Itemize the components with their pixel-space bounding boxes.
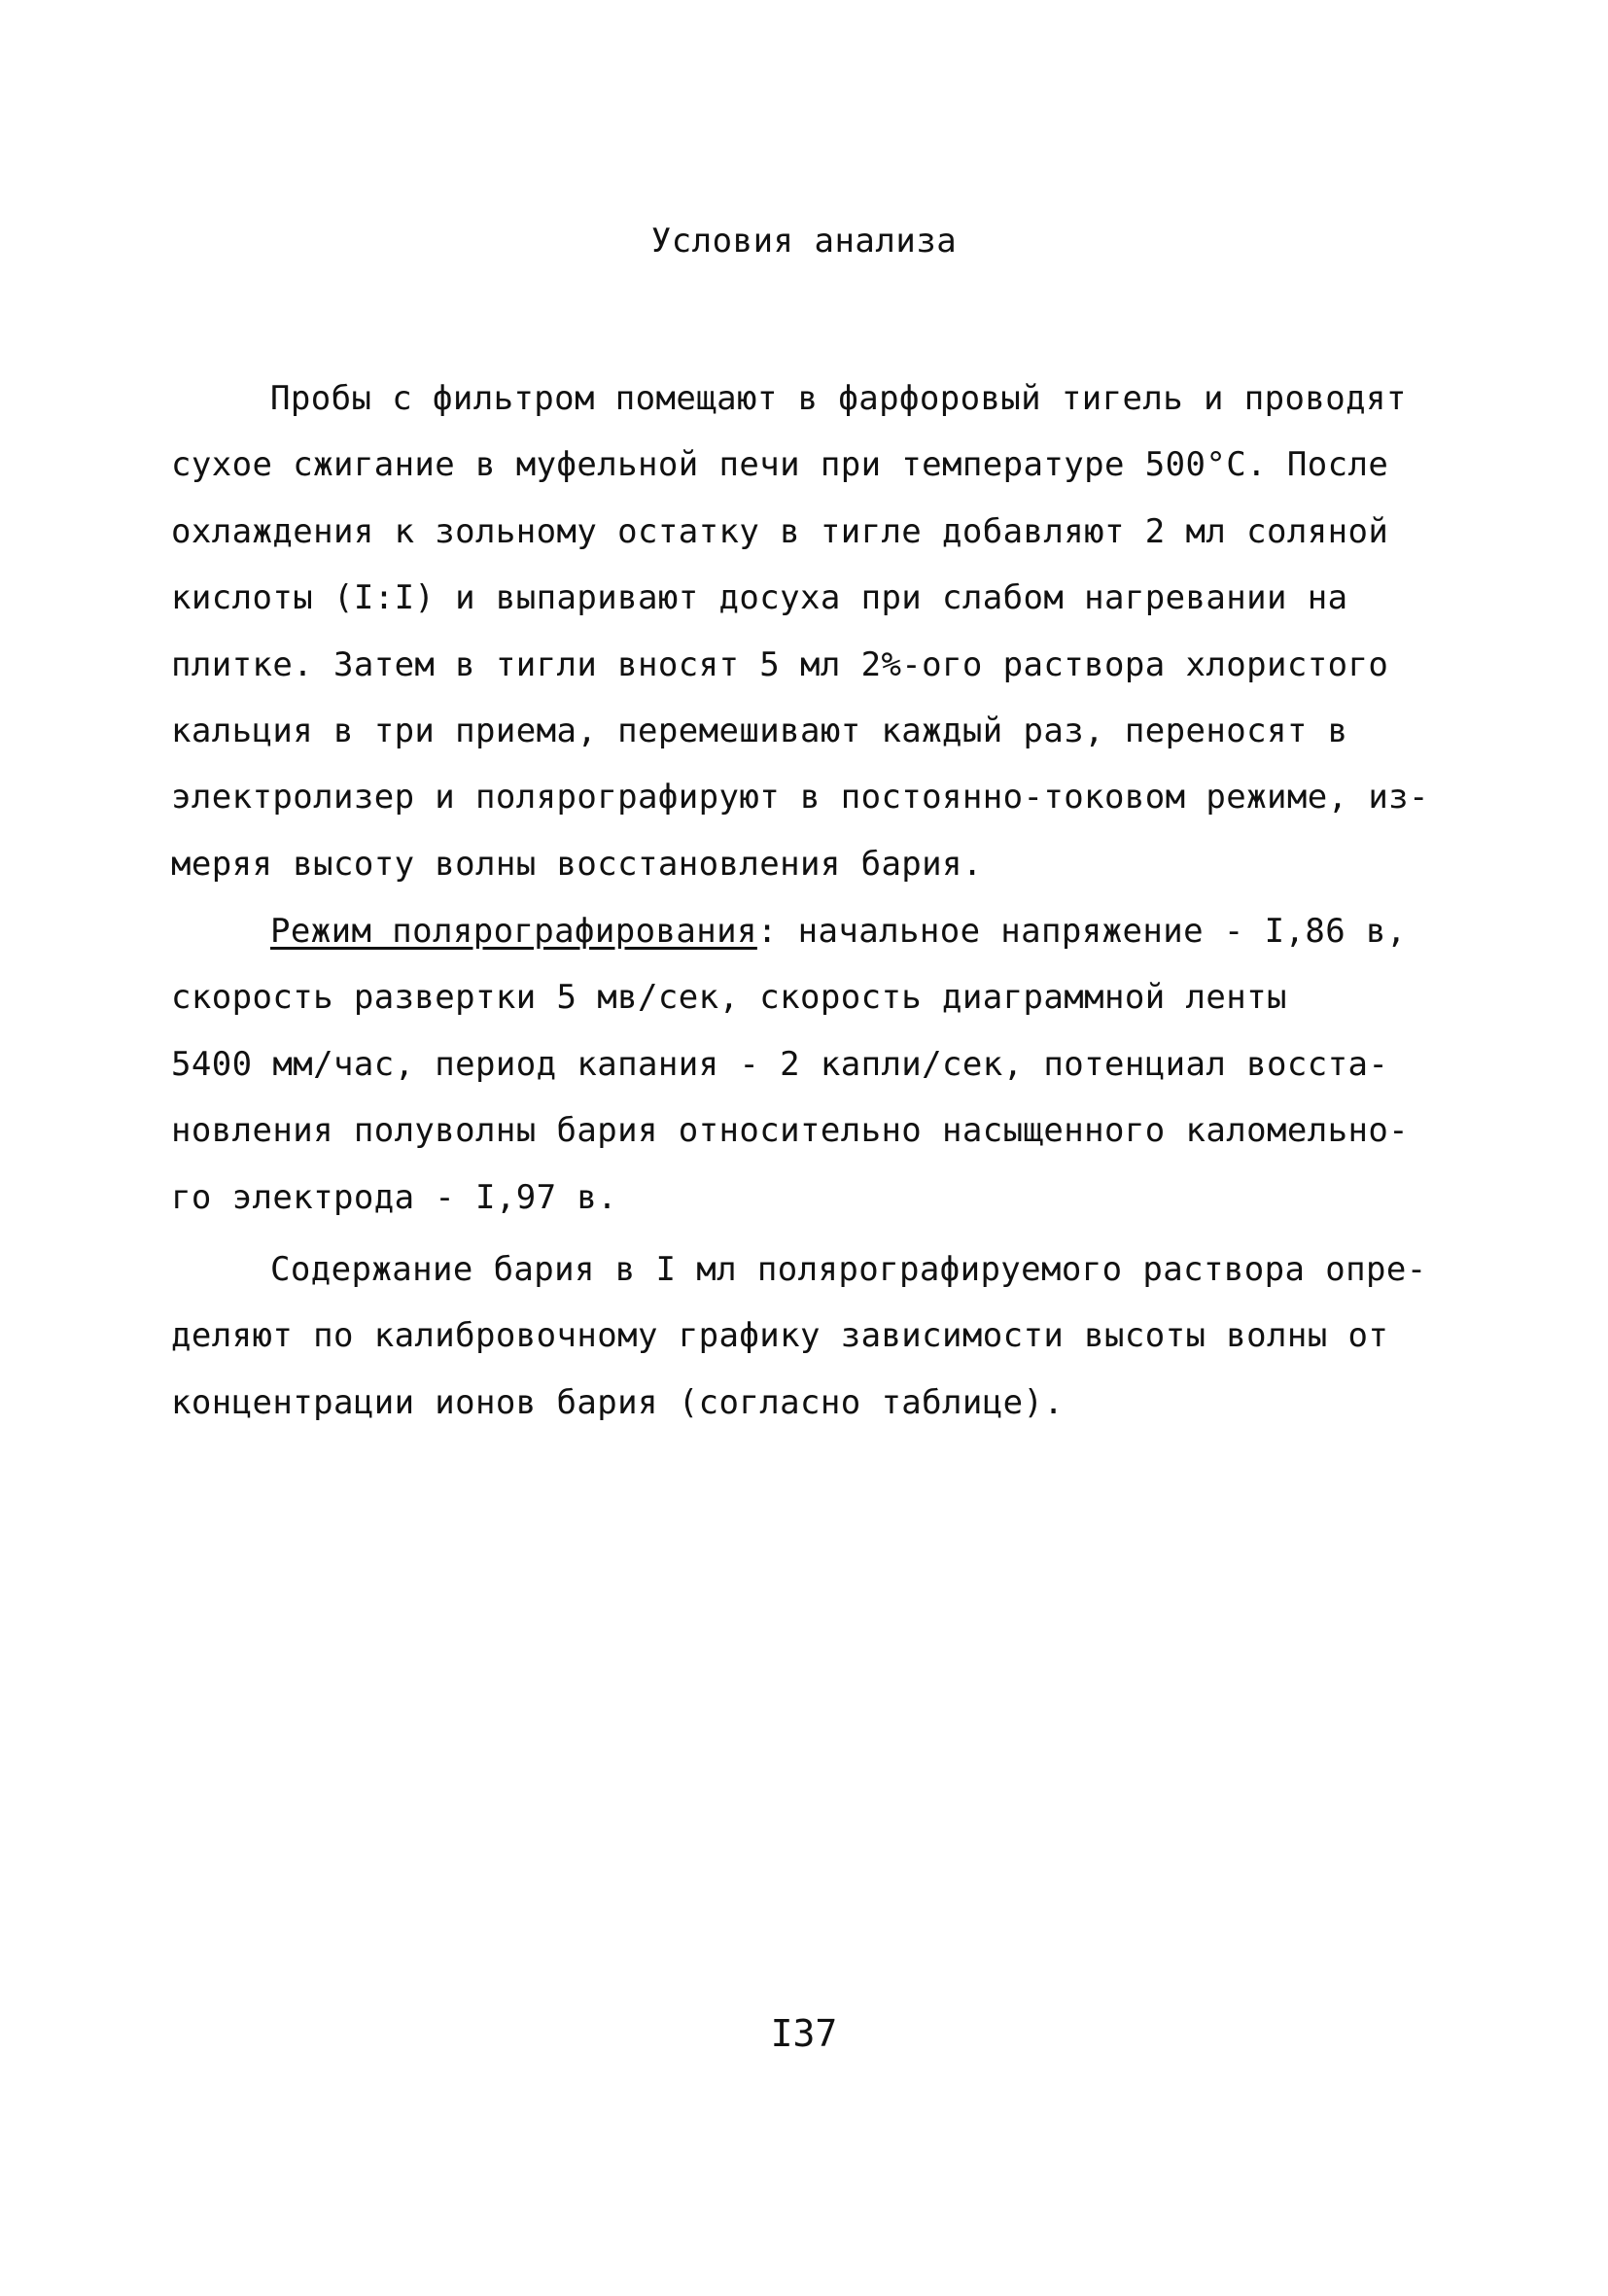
paragraph-3-line-3: концентрации ионов бария (согласно таблице). — [171, 1383, 1065, 1422]
paragraph-2-line-1-rest: : начальное напряжение - I,86 в, — [756, 912, 1407, 951]
paragraph-3-line-2: деляют по калибровочному графику зависимости высоты волны от — [171, 1316, 1389, 1355]
paragraph-1-line-4: кислоты (I:I) и выпаривают досуха при слабом нагревании на — [171, 578, 1348, 617]
paragraph-2-line-4: новления полуволны бария относительно насыщенного каломельно- — [171, 1111, 1410, 1150]
paragraph-2-line-5: го электрода - I,97 в. — [171, 1178, 618, 1217]
paragraph-1-line-5: плитке. Затем в тигли вносят 5 мл 2%-ого раствора хлористого — [171, 645, 1389, 684]
paragraph-2-line-1 — [270, 912, 1407, 951]
paragraph-1-line-8: меряя высоту волны восстановления бария. — [171, 845, 983, 884]
section-heading: Условия анализа — [650, 222, 958, 261]
paragraph-1-line-7: электролизер и полярографируют в постоянно-токовом режиме, из- — [171, 778, 1429, 817]
paragraph-1-line-2: сухое сжигание в муфельной печи при температуре 500°C. После — [171, 445, 1389, 484]
polarography-mode-label: Режим полярографирования — [270, 912, 757, 951]
paragraph-1-line-6: кальция в три приема, перемешивают каждый раз, переносят в — [171, 712, 1348, 750]
paragraph-2-line-3: 5400 мм/час, период капания - 2 капли/сек, потенциал восста- — [171, 1045, 1389, 1084]
paragraph-2-line-2: скорость развертки 5 мв/сек, скорость диаграммной ленты — [171, 978, 1287, 1017]
paragraph-1-line-3: охлаждения к зольному остатку в тигле добавляют 2 мл соляной — [171, 512, 1389, 551]
paragraph-3-line-1: Содержание бария в I мл полярографируемого раствора опре- — [270, 1250, 1427, 1289]
paragraph-1-line-1: Пробы с фильтром помещают в фарфоровый тигель и проводят — [270, 379, 1407, 418]
page-number: I37 — [770, 2012, 838, 2055]
